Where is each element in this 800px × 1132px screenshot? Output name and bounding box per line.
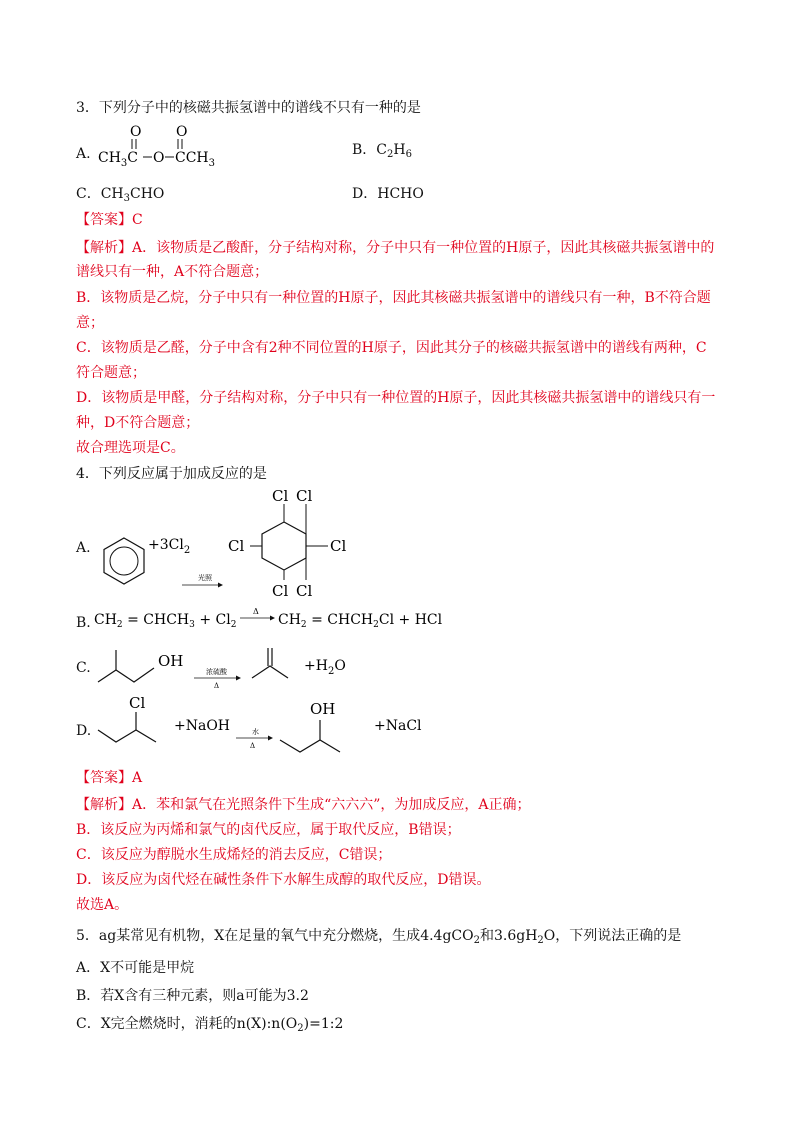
cl-top-right: Cl <box>296 487 313 505</box>
q3-stem: 3．下列分子中的核磁共振氢谱中的谱线不只有一种的是 <box>76 100 421 116</box>
q3-analysis-line-2: 谱线只有一种，A不符合题意； <box>76 264 269 280</box>
svg-text:CH2 = CHCH2Cl + HCl: $CH_2$ = $CHCH_2Cl$ + HCl <box>278 612 443 630</box>
q4-option-b-equation <box>94 604 443 634</box>
svg-text:CCH3 <box>175 150 215 169</box>
q5-option-b: B．若X含有三种元素，则a可能为3.2 <box>76 988 309 1004</box>
q4-analysis-line-3: C．该反应为醇脱水生成烯烃的消去反应，C错误； <box>76 847 392 863</box>
q4c-product: +H <box>304 658 328 674</box>
q3-option-d: D．HCHO <box>352 186 424 202</box>
q3-analysis-line-3: B．该物质是乙烷，分子中只有一种位置的H原子，因此其核磁共振氢谱中的谱线只有一种，B不符合题 <box>76 290 711 306</box>
q4-option-d-reaction <box>94 690 434 756</box>
q3a-o-mid: O <box>153 150 165 166</box>
q4-option-a-reaction <box>90 484 370 602</box>
q3a-sub3-left: 3 <box>120 158 128 169</box>
q3-option-a-label: A. <box>76 146 91 162</box>
q4-analysis-line-2: B．该反应为丙烯和氯气的卤代反应，属于取代反应，B错误； <box>76 822 461 838</box>
q3a-o-top-left: O <box>130 124 142 140</box>
q3-analysis-line-1: 【解析】A．该物质是乙酸酐，分子结构对称，分子中只有一种位置的H原子，因此其核磁共振氢谱中的 <box>76 240 715 256</box>
svg-text:+3Cl2 <box>148 537 190 556</box>
q3a-c1: C <box>127 150 139 166</box>
q4c-condition: 浓硫酸 <box>206 668 227 676</box>
q3-option-b: B．$C_2H_6$ <box>352 142 412 160</box>
q4-option-b-label: B. <box>76 615 91 631</box>
cl-bottom-right: Cl <box>296 582 313 600</box>
q3a-ch3-right: CH <box>185 150 209 166</box>
q4-option-d-label: D. <box>76 723 92 739</box>
q4-analysis-line-5: 故选A。 <box>76 897 129 913</box>
q3-option-c: C．$CH_3CHO$ <box>76 186 165 204</box>
q3a-ch3-left: CH <box>98 150 121 166</box>
q5-option-c: C．X完全燃烧时，消耗的$n(X):n(O_2)=1:2$ <box>76 1016 344 1034</box>
q3-analysis-line-8: 种，D不符合题意； <box>76 415 200 431</box>
q3-analysis-line-6: 符合题意； <box>76 365 146 381</box>
svg-text:+H2O: $+H_2O$ <box>304 658 346 677</box>
q3-analysis-line-4: 意； <box>76 315 104 331</box>
q4-option-c-label: C. <box>76 660 91 676</box>
q4b-condition: Δ <box>253 607 259 616</box>
q4a-reagent: +3Cl <box>148 537 184 553</box>
q3a-c2: C <box>175 150 186 166</box>
cl-bottom-left: Cl <box>272 582 289 600</box>
q5-ratio-formula: $n(X):n(O_2)=1:2$ <box>236 1016 344 1034</box>
q3a-sub3-right: 3 <box>208 158 216 169</box>
q4-option-c-reaction <box>94 638 354 694</box>
svg-text:CH3C <box>98 150 138 169</box>
q4a-reagent-sub: 2 <box>183 545 191 556</box>
q4c-delta: Δ <box>214 682 220 690</box>
q4d-oh: OH <box>310 700 336 718</box>
q3-option-a-acetic-anhydride <box>96 122 236 172</box>
q4d-delta: Δ <box>250 742 256 750</box>
q4a-condition: 光照 <box>198 574 212 582</box>
benzene-ring-circle <box>110 547 138 575</box>
q4d-condition: 水 <box>252 728 259 736</box>
q3-analysis-line-7: D．该物质是甲醛，分子结构对称，分子中只有一种位置的H原子，因此其核磁共振氢谱中的谱线只有一 <box>76 390 716 406</box>
svg-text:CH2 = CHCH3 + Cl2: $CH_2$ = $CHCH_3 + Cl_2$ <box>94 612 237 630</box>
q4-analysis-line-4: D．该反应为卤代烃在碱性条件下水解生成醇的取代反应，D错误。 <box>76 872 491 888</box>
q4-option-a-label: A. <box>76 540 91 556</box>
q3-answer: 【答案】C <box>76 212 143 228</box>
q4d-reagent: +NaOH <box>174 718 231 734</box>
q3-analysis-line-9: 故合理选项是C。 <box>76 440 185 456</box>
q3a-o-top-right: O <box>176 124 188 140</box>
q5-stem: 5．ag某常见有机物，X在足量的氧气中充分燃烧，生成4.4gCO$_2$和$3.6gH_2O$，下列说法正确的是 <box>76 928 682 946</box>
q4-analysis-line-1: 【解析】A．苯和氯气在光照条件下生成“六六六”，为加成反应，A正确； <box>76 797 531 813</box>
q5-option-a: A．X不可能是甲烷 <box>76 960 195 976</box>
cl-left: Cl <box>228 537 245 555</box>
cl-top-left: Cl <box>272 487 289 505</box>
q4c-oh: OH <box>158 652 184 670</box>
q5-mass-h2o: $3.6gH_2O$ <box>493 928 556 946</box>
cl-right: Cl <box>330 537 347 555</box>
q3-analysis-line-5: C．该物质是乙醛，分子中含有2种不同位置的H原子，因此其分子的核磁共振氢谱中的谱线有两种，C <box>76 340 707 356</box>
q4-answer: 【答案】A <box>76 770 143 786</box>
q4-stem: 4．下列反应属于加成反应的是 <box>76 466 267 482</box>
q4d-product: +NaCl <box>374 718 422 734</box>
q5-mass-co2: 4.4gCO$_2$ <box>420 928 480 946</box>
q4d-cl: Cl <box>129 694 146 712</box>
